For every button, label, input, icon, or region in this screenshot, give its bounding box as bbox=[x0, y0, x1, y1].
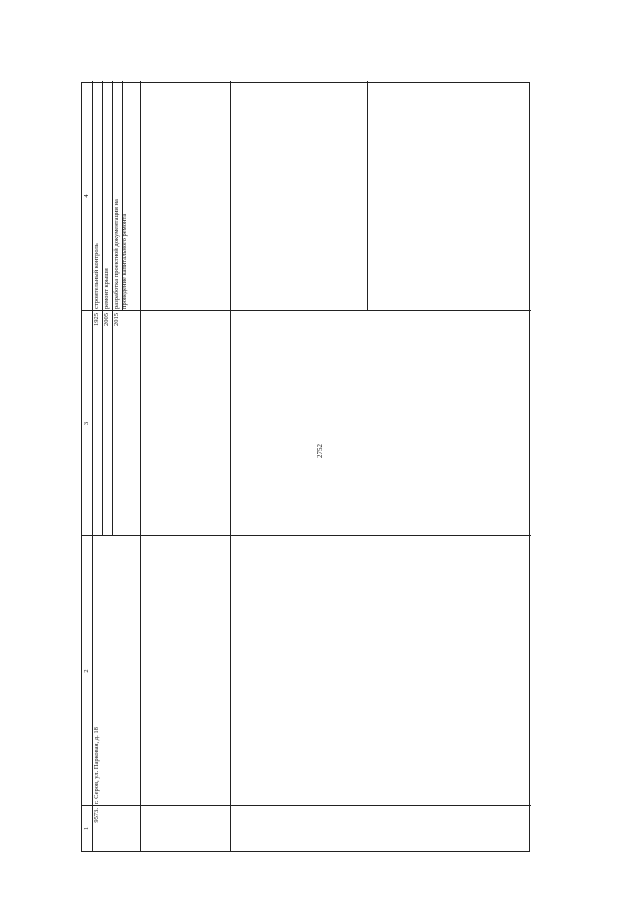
row-number: 9573. bbox=[93, 808, 100, 823]
col-header: 1 bbox=[83, 826, 90, 831]
subrow-line bbox=[367, 81, 368, 311]
work-line: проведение капитального ремонта bbox=[121, 213, 128, 309]
work-line: ремонт крыши bbox=[103, 268, 110, 309]
year: 2015 bbox=[113, 313, 120, 326]
page-number: 2752 bbox=[316, 444, 324, 458]
col-line bbox=[82, 535, 531, 536]
row-line bbox=[230, 81, 231, 851]
rotated-page bbox=[81, 82, 530, 852]
col-header: 4 bbox=[83, 194, 90, 198]
col-header: 2 bbox=[83, 669, 90, 673]
year: 2005 bbox=[103, 313, 110, 326]
col-header: 3 bbox=[83, 421, 90, 426]
col-line bbox=[82, 310, 531, 311]
repair-schedule-table bbox=[81, 82, 530, 852]
year: 1925 bbox=[93, 313, 100, 326]
row-address: г. Серов, ул. Парковая, д. 18 bbox=[93, 727, 100, 804]
work-line: разработка проектной документации на bbox=[113, 199, 120, 309]
col-line bbox=[82, 805, 531, 806]
work-line: строительный контроль bbox=[93, 243, 100, 309]
row-line bbox=[140, 81, 141, 851]
